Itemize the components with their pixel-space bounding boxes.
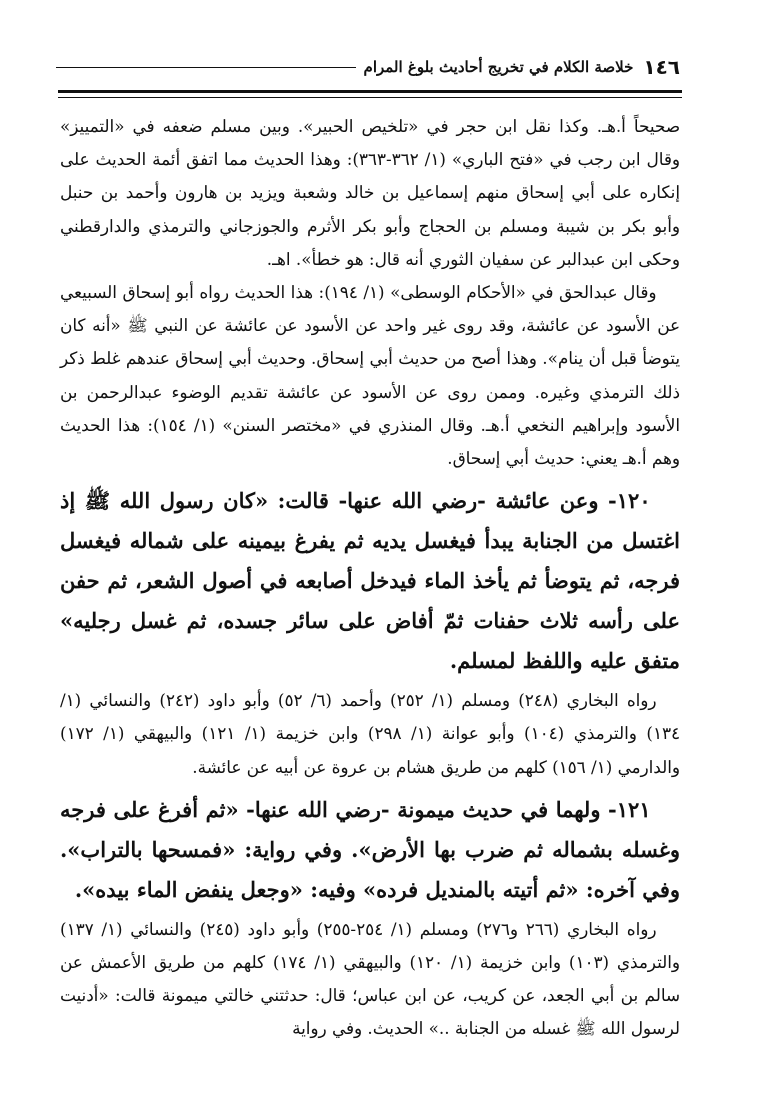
paragraph-4: ١٢١- ولهما في حديث ميمونة -رضي الله عنها- «ثم أفرغ على فرجه وغسله بشماله ثم ضرب بها الأرض». وفي رواية: «فمسحها بالتراب». وفي آخره: «ثم أتيته بالمنديل فرده» وفيه: «وجعل ينفض الماء بيده». — [60, 796, 680, 902]
paragraph-1: وقال عبدالحق في «الأحكام الوسطى» (١/ ١٩٤): هذا الحديث رواه أبو إسحاق السبيعي عن الأسود عن عائشة، وقد روى غير واحد عن الأسود عن عائشة عن النبي ﷺ «أنه كان يتوضأ قبل أن ينام». وهذا أصح من حديث أبي إسحاق. وحديث أبي إسحاق عندهم غلط ذكر ذلك الترمذي وغيره. وممن روى عن الأسود عن عائشة تقديم الوضوء عبدالرحمن بن الأسود وإبراهيم النخعي أ.هـ. وقال المنذري في «مختصر السنن» (١/ ١٥٤): هذا الحديث وهم أ.هـ يعني: حديث أبي إسحاق. — [60, 282, 680, 469]
header-dash-line — [56, 67, 356, 68]
paragraph-5: رواه البخاري (٢٦٦ و٢٧٦) ومسلم (١/ ٢٥٤-٢٥٥) وأبو داود (٢٤٥) والنسائي (١/ ١٣٧) والترمذي (١٠٣) وابن خزيمة (١/ ١٢٠) والبيهقي (١/ ١٧٤) كلهم من طريق الأعمش عن سالم بن أبي الجعد، عن كريب، عن ابن عباس؛ قال: حدثتني خالتي ميمونة قالت: «أدنيت لرسول الله ﷺ غسله من الجنابة ..» الحديث. وفي رواية — [60, 918, 681, 1039]
page-body — [60, 110, 680, 1046]
paragraph-0: صحيحاً أ.هـ. وكذا نقل ابن حجر في «تلخيص الحبير». وبين مسلم ضعفه في «التمييز» وقال ابن رجب في «فتح الباري» (١/ ٣٦٢-٣٦٣): وهذا الحديث مما اتفق أئمة الحديث على إنكاره على أبي إسحاق منهم إسماعيل بن خالد وشعبة ويزيد بن هارون وأحمد بن حنبل وأبو بكر بن شيبة ومسلم بن الحجاج وأبو بكر الأثرم والجوزجاني والترمذي والدارقطني وحكى ابن عبدالبر عن سفيان الثوري أنه قال: هو خطأ». اهـ. — [60, 116, 680, 269]
header-rule-thick — [58, 90, 682, 93]
page-number: ١٤٦ — [643, 55, 680, 79]
header-rule-thin — [58, 97, 682, 98]
paragraph-3: رواه البخاري (٢٤٨) ومسلم (١/ ٢٥٢) وأحمد (٦/ ٥٢) وأبو داود (٢٤٢) والنسائي (١/ ١٣٤) والترمذي (١٠٤) وأبو عوانة (١/ ٢٩٨) وابن خزيمة (١/ ١٢١) والبيهقي (١/ ١٧٢) والدارمي (١/ ١٥٦) كلهم من طريق هشام بن عروة عن أبيه عن عائشة. — [60, 690, 680, 777]
running-header — [56, 52, 680, 82]
paragraph-2: ١٢٠- وعن عائشة -رضي الله عنها- قالت: «كان رسول الله ﷺ إذ اغتسل من الجنابة يبدأ فيغسل يديه ثم يفرغ بيمينه على شماله فيغسل فرجه، ثم يتوضأ ثم يأخذ الماء فيدخل أصابعه في أصول الشعر، ثم حفن على رأسه ثلاث حفنات ثمّ أفاض على سائر جسده، ثم غسل رجليه» متفق عليه واللفظ لمسلم. — [60, 488, 680, 674]
running-title: خلاصة الكلام في تخريج أحاديث بلوغ المرام — [363, 58, 634, 76]
